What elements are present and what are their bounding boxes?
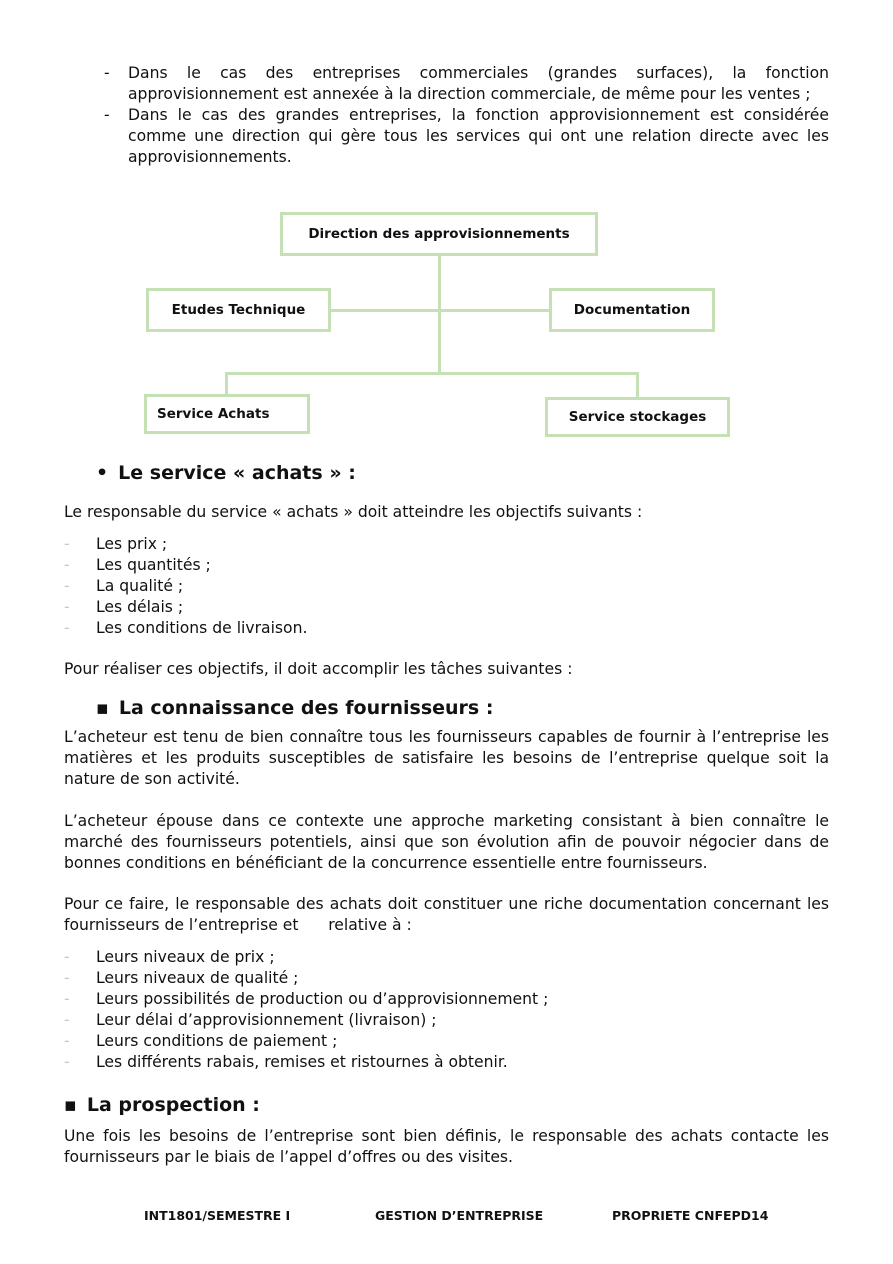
- paragraph: L’acheteur est tenu de bien connaître tous les fournisseurs capables de fournir à l’entreprise les matières et les produits susceptibles de satisfaire les besoins de l’entreprise quelque soit la nature de son activité.: [64, 728, 829, 788]
- dash-marker: -: [104, 106, 110, 124]
- paragraph: Pour ce faire, le responsable des achats doit constituer une riche documentation concernant les fournisseurs de l’entreprise et relative à :: [64, 895, 834, 934]
- list-item: - Les différents rabais, remises et ristournes à obtenir.: [64, 1053, 508, 1071]
- list-item: - Les prix ;: [64, 535, 168, 553]
- dash-marker: -: [64, 1011, 70, 1029]
- dash-marker: -: [64, 990, 70, 1008]
- connector-left-drop: [225, 372, 228, 396]
- dash-marker: -: [64, 969, 70, 987]
- dash-marker: -: [64, 1053, 70, 1071]
- dash-marker: -: [64, 1032, 70, 1050]
- paragraph: L’acheteur épouse dans ce contexte une approche marketing consistant à bien connaître le marché des fournisseurs potentiels, ainsi que son évolution afin de pouvoir négocier dans de bonnes conditions en bénéficiant de la concurrence essentielle entre fournisseurs.: [64, 812, 829, 872]
- list-item: - Les quantités ;: [64, 556, 211, 574]
- footer-course-code: INT1801/SEMESTRE I: [144, 1208, 291, 1223]
- dash-marker: -: [64, 619, 70, 637]
- org-box-achats: Service Achats: [144, 394, 310, 434]
- org-box-documentation: Documentation: [549, 288, 715, 332]
- list-item: - Leur délai d’approvisionnement (livraison) ;: [64, 1011, 437, 1029]
- intro-list: [104, 63, 829, 168]
- dash-marker: -: [64, 577, 70, 595]
- footer-owner: PROPRIETE CNFEPD: [612, 1208, 752, 1223]
- list-item: - Leurs niveaux de prix ;: [64, 948, 275, 966]
- square-bullet-marker: ▪: [96, 697, 109, 719]
- paragraph: Une fois les besoins de l’entreprise sont bien définis, le responsable des achats contacte les fournisseurs par le biais de l’appel d’offres ou des visites.: [64, 1127, 829, 1166]
- list-item: - Dans le cas des entreprises commerciales (grandes surfaces), la fonction approvisionnement est annexée à la direction commerciale, de même pour les ventes ;: [104, 64, 829, 103]
- paragraph: Pour réaliser ces objectifs, il doit accomplir les tâches suivantes :: [64, 660, 573, 678]
- square-bullet-marker: ▪: [64, 1094, 77, 1116]
- bullet-marker: •: [96, 462, 109, 484]
- page-number: 14: [751, 1208, 769, 1223]
- list-item: - Les délais ;: [64, 598, 184, 616]
- list-item: - Leurs niveaux de qualité ;: [64, 969, 299, 987]
- footer-course-title: GESTION D’ENTREPRISE: [375, 1208, 544, 1223]
- list-item: - Les conditions de livraison.: [64, 619, 308, 637]
- list-item: - Leurs possibilités de production ou d’approvisionnement ;: [64, 990, 549, 1008]
- heading-connaissance-fournisseurs: ▪ La connaissance des fournisseurs :: [96, 697, 494, 719]
- dash-marker: -: [104, 64, 110, 82]
- dash-marker: -: [64, 948, 70, 966]
- dash-marker: -: [64, 535, 70, 553]
- fournisseurs-list: [64, 947, 829, 1073]
- list-item: - Dans le cas des grandes entreprises, la fonction approvisionnement est considérée comme une direction qui gère tous les services qui ont une relation directe avec les approvisionnements.: [104, 106, 829, 166]
- connector-right-drop: [636, 372, 639, 398]
- org-box-stockages: Service stockages: [545, 397, 730, 437]
- list-item: - Leurs conditions de paiement ;: [64, 1032, 338, 1050]
- objectives-list: [64, 534, 829, 639]
- dash-marker: -: [64, 598, 70, 616]
- org-box-etudes: Etudes Technique: [146, 288, 331, 332]
- heading-service-achats: • Le service « achats » :: [96, 462, 356, 484]
- connector-bottom-horizontal: [225, 372, 639, 375]
- heading-prospection: ▪ La prospection :: [64, 1094, 260, 1116]
- dash-marker: -: [64, 556, 70, 574]
- connector-vertical: [438, 255, 441, 375]
- org-box-direction: Direction des approvisionnements: [280, 212, 598, 256]
- paragraph: Le responsable du service « achats » doit atteindre les objectifs suivants :: [64, 503, 643, 521]
- list-item: - La qualité ;: [64, 577, 184, 595]
- connector-mid-horizontal: [329, 309, 551, 312]
